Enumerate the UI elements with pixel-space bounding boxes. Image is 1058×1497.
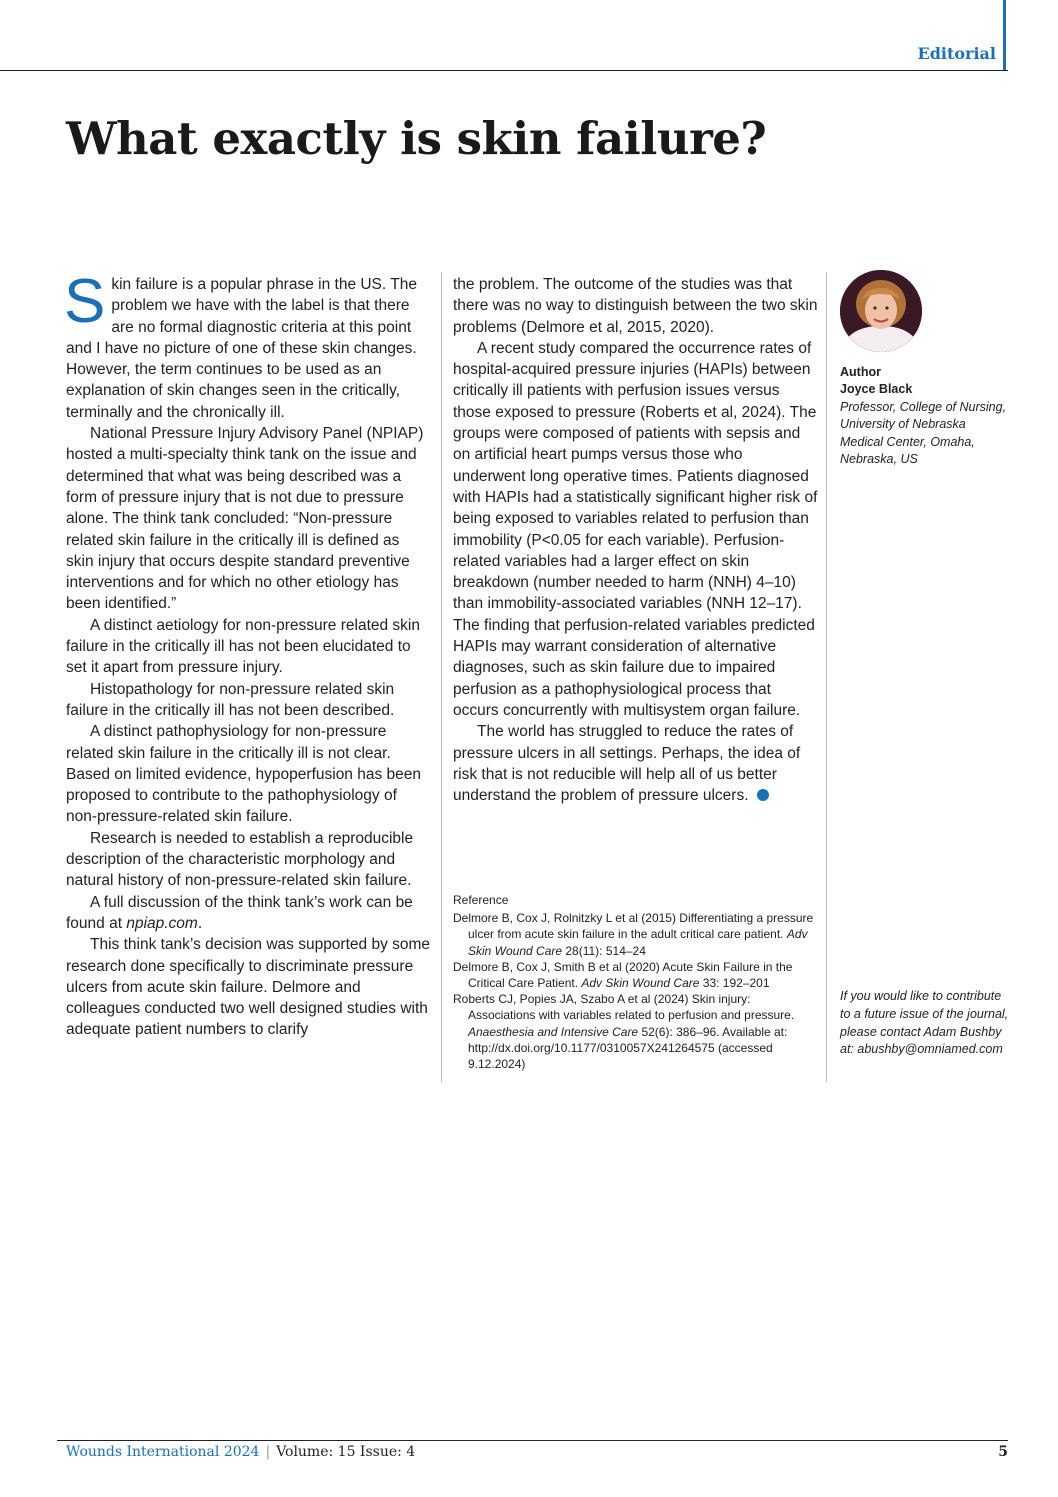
paragraph: Skin failure is a popular phrase in the US. The problem we have with the label is that there are no formal diagnostic criteria at this point and I have no picture of one of these skin changes. However, the term continues to be used as an explanation of skin changes seen in the critically, terminally and the chronically ill. [64, 267, 417, 421]
paragraph: This think tank’s decision was supported by some research done specifically to discriminate pressure ulcers from acute skin failure. Delmore and colleagues conducted two well designed studies with adequate patient numbers to clarify [66, 936, 431, 1039]
column-divider [441, 272, 442, 1082]
body-column-1 [64, 267, 431, 1041]
references-heading: Reference [453, 893, 509, 907]
footer [66, 1444, 415, 1460]
author-label: Author [840, 365, 881, 379]
header-accent-bar [1003, 0, 1006, 70]
page-number: 5 [998, 1444, 1008, 1460]
paragraph: A recent study compared the occurrence rates of hospital-acquired pressure injuries (HAPIs) between critically ill patients with perfusion issues versus those exposed to pressure (Roberts et al, 2024). The groups were composed of patients with sepsis and on artificial heart pumps versus those who underwent long operative times. Patients diagnosed with HAPIs had a statistically significant higher risk of being exposed to variables related to perfusion than immobility (P<0.05 for each variable). Perfusion-related variables had a larger effect on skin breakdown (number needed to harm (NNH) 4–10) than immobility-associated variables (NNH 12–17). The finding that perfusion-related variables predicted HAPIs may warrant consideration of alternative diagnoses, such as skin failure due to impaired perfusion as a pathophysiological process that occurs concurrently with multisystem organ failure. [453, 339, 818, 719]
paragraph: A distinct pathophysiology for non-pressure related skin failure in the critically ill is not clear. Based on limited evidence, hypoperfusion has been proposed to contribute to the pathophysiology of non-pressure-related skin failure. [66, 723, 422, 826]
paragraph: Histopathology for non-pressure related skin failure in the critically ill has not been described. [66, 680, 395, 719]
npiap-link[interactable]: npiap.com [126, 914, 198, 932]
reference-item: Delmore B, Cox J, Rolnitzky L et al (2015) Differentiating a pressure ulcer from acute skin failure in the adult critical care patient. Adv Skin Wound Care 28(11): 514–24 [453, 911, 814, 958]
reference-item: Delmore B, Cox J, Smith B et al (2020) Acute Skin Failure in the Critical Care Patient. Adv Skin Wound Care 33: 192–201 [453, 959, 793, 991]
paragraph: The world has struggled to reduce the rates of pressure ulcers in all settings. Perhaps, the idea of risk that is not reducible will help all of us better understand the problem of pressure ulcers. [453, 723, 801, 805]
paragraph: A distinct aetiology for non-pressure related skin failure in the critically ill has not been elucidated to set it apart from pressure injury. [66, 616, 420, 677]
section-label: Editorial [917, 44, 996, 63]
reference-item: Roberts CJ, Popies JA, Szabo A et al (2024) Skin injury: Associations with variables related to perfusion and pressure. Anaesthesia and Intensive Care 52(6): 386–96. Available at: http://dx.doi.org/10.1177/0310057X241264575 (accessed 9.12.2024) [453, 992, 795, 1072]
header-rule [0, 70, 1008, 71]
paragraph: National Pressure Injury Advisory Panel (NPIAP) hosted a multi-specialty think tank on the issue and determined that what was being described was a form of pressure injury that is not due to pressure alone. The think tank concluded: “Non-pressure related skin failure in the critically ill is defined as skin injury that occurs despite standard preventive interventions and for which no other etiology has been identified.” [66, 425, 424, 613]
body-column-2 [453, 274, 819, 806]
end-marker-icon [757, 789, 769, 801]
paragraph: Research is needed to establish a reproducible description of the characteristic morphology and natural history of non-pressure-related skin failure. [66, 829, 414, 890]
article-title: What exactly is skin failure? [66, 112, 767, 165]
paragraph: A full discussion of the think tank’s work can be found at npiap.com. [66, 893, 413, 932]
references [453, 892, 819, 1072]
contribute-note: If you would like to contribute to a future issue of the journal, please contact Adam Bushby at: abushby@omniamed.com [840, 989, 1009, 1057]
footer-journal: Wounds International 2024 [66, 1444, 260, 1460]
author-name: Joyce Black [840, 382, 913, 397]
column-divider [826, 272, 827, 1082]
author-info [840, 364, 1010, 468]
footer-rule [57, 1440, 1008, 1441]
author-role: Professor, College of Nursing, University of Nebraska Medical Center, Omaha, Nebraska, US [840, 399, 1007, 467]
footer-volume: Volume: 15 Issue: 4 [276, 1444, 416, 1460]
footer-separator: | [265, 1444, 271, 1460]
paragraph: the problem. The outcome of the studies was that there was no way to distinguish between the two skin problems (Delmore et al, 2015, 2020). [453, 276, 818, 336]
drop-cap: S [64, 267, 106, 336]
author-photo [840, 270, 922, 352]
